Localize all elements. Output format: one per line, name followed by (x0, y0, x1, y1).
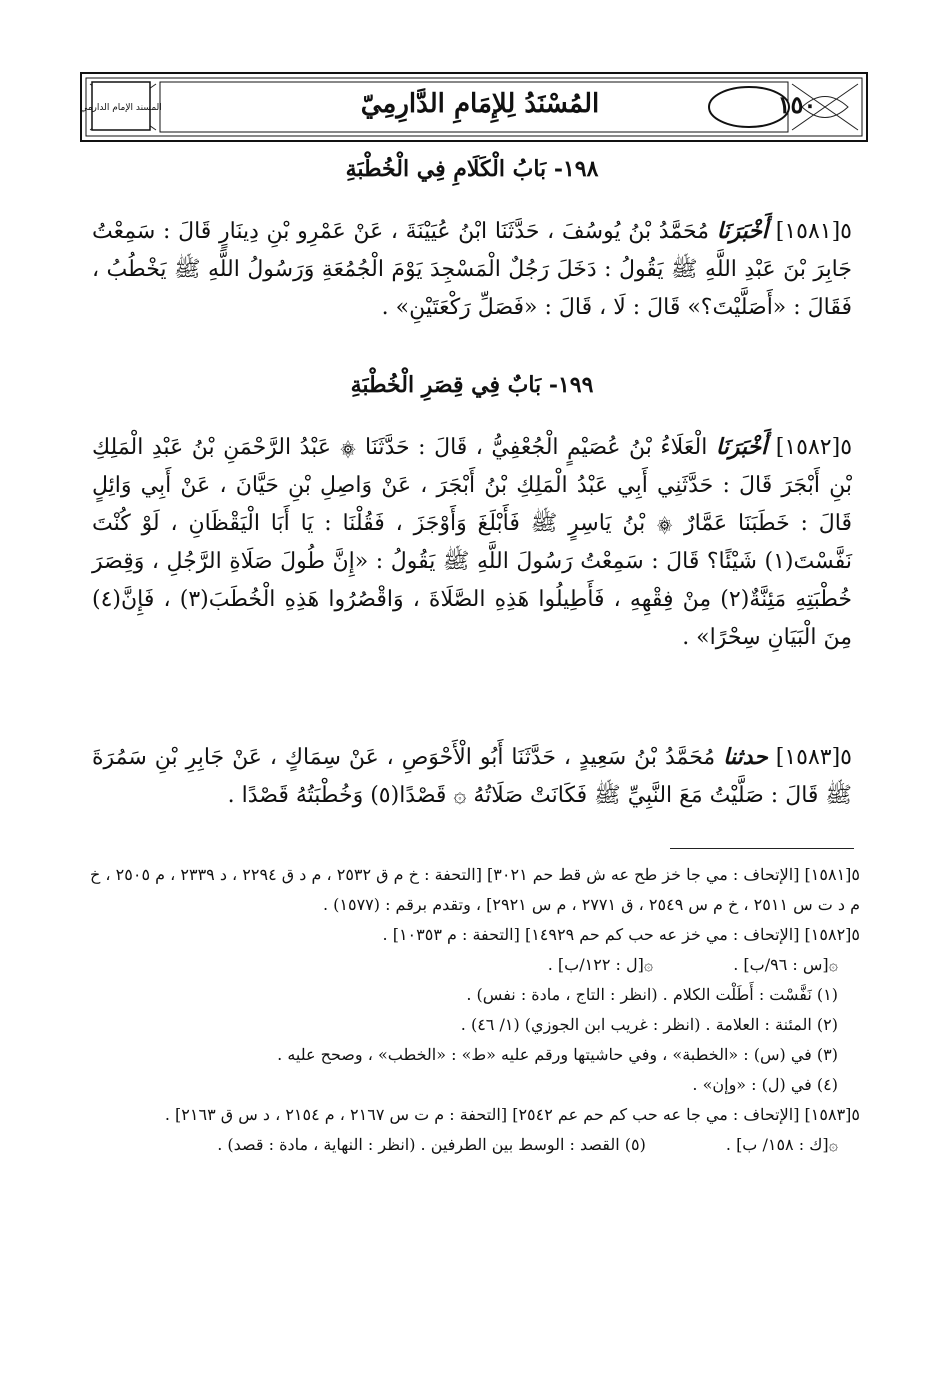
note-1581: ٥[١٥٨١] [الإتحاف : مي جا خز طح عه ش قط حم ٣٠٢١] [التحفة : خ م ق ٢٥٣٢ ، م د ق ٢٢٩٤ ، د ٢٣٣٩ ، م ٢٥٠٥ ، خ م د ت س ٢٥١١ ، خ م س ٢٥٤٩ ، ق ٢٧٧١ ، م س ٢٩٢١] ، وتقدم برقم : (١٥٧٧) . (90, 865, 860, 914)
hadith-1583 (92, 738, 852, 815)
hadith-1582 (92, 428, 852, 657)
ref-l: ۞[ل : ١٢٢/ب] . (547, 955, 654, 974)
hadith-lead: حدثنا (723, 744, 768, 770)
footnote-separator (670, 848, 854, 849)
hadith-lead: أَخْبَرَنَا (715, 434, 768, 460)
hadith-lead: أَخْبَرَنَا (716, 218, 769, 244)
note-1582: ٥[١٥٨٢] [الإتحاف : مي خز عه حب كم حم ١٤٩٢٩] [التحفة : م ١٠٣٥٣] . (382, 925, 860, 944)
header-emblem-text: المسند الإمام الدارمي (80, 103, 162, 113)
hadith-text: مُحَمَّدُ بْنُ سَعِيدٍ ، حَدَّثَنَا أَبُو الْأَحْوَصِ ، عَنْ سِمَاكٍ ، عَنْ جَابِرِ بْنِ سَمُرَةَ ﷺ قَالَ : صَلَّيْتُ مَعَ النَّبِيِّ ﷺ فَكَانَتْ صَلَاتُهُ ۞ قَصْدًا(٥) وَخُطْبَتُهُ قَصْدًا . (92, 745, 852, 808)
footnote-4: (٤) في (ل) : «وإن» . (692, 1075, 838, 1094)
footnote-5: (٥) القصد : الوسط بين الطرفين . (انظر : النهاية ، مادة : قصد) . (217, 1135, 646, 1154)
note-1583: ٥[١٥٨٣] [الإتحاف : مي جا عه حب كم حم عم ٢٥٤٢] [التحفة : م ت س ٢١٦٧ ، م ٢١٥٤ ، د س ق ٢١٦٣] . (164, 1105, 860, 1124)
hadith-text: مُحَمَّدُ بْنُ يُوسُفَ ، حَدَّثَنَا ابْنُ عُيَيْنَةَ ، عَنْ عَمْرِو بْنِ دِينَارٍ قَالَ : سَمِعْتُ جَابِرَ بْنَ عَبْدِ اللَّهِ ﷺ يَقُولُ : دَخَلَ رَجُلٌ الْمَسْجِدَ يَوْمَ الْجُمُعَةِ وَرَسُولُ اللَّهِ ﷺ يَخْطُبُ ، فَقَالَ : «أَصَلَّيْتَ؟» قَالَ : لَا ، قَالَ : «فَصَلِّ رَكْعَتَيْنِ» . (92, 219, 852, 320)
ref-k: ۞[ك : ١٥٨/ ب] . (725, 1135, 838, 1154)
hadith-number: [١٥٨٢] (775, 435, 841, 460)
footnote-1: (١) نَفَّسْت : أَطَلْت الكلام . (انظر : التاج ، مادة : نفس) . (466, 985, 838, 1004)
book-title: المُسْنَدُ لِلإِمَامِ الدَّارِمِيّ (360, 89, 600, 119)
last-row-refs (82, 1130, 860, 1160)
footnotes (82, 860, 860, 1160)
page-number: ١٥٠ (777, 90, 817, 119)
footnote-3: (٣) في (س) : «الخطبة» ، وفي حاشيتها ورقم عليه «ط» : «الخطب» ، وصحح عليه . (277, 1045, 838, 1064)
hadith-marker: ٥ (840, 219, 852, 244)
header-emblem (80, 80, 162, 132)
manuscript-refs-1582 (82, 950, 860, 980)
hadith-1581 (92, 212, 852, 327)
page-header (80, 72, 868, 142)
hadith-text: الْعَلَاءُ بْنُ عُصَيْمٍ الْجُعْفِيُّ ، قَالَ : حَدَّثَنَا ۞ عَبْدُ الرَّحْمَنِ بْنُ عَبْدِ الْمَلِكِ بْنِ أَبْجَرَ قَالَ : حَدَّثَنِي أَبِي عَبْدُ الْمَلِكِ بْنُ أَبْجَرَ ، عَنْ وَاصِلِ بْنِ حَيَّانَ ، عَنْ أَبِي وَائِلٍ قَالَ : خَطَبَنَا عَمَّارٌ ۞ بْنُ يَاسِرٍ ﷺ فَأَبْلَغَ وَأَوْجَزَ ، فَقُلْنَا : يَا أَبَا الْيَقْظَانِ ، لَوْ كُنْتَ نَفَّسْتَ(١) شَيْئًا؟ قَالَ : سَمِعْتُ رَسُولَ اللَّهِ ﷺ يَقُولُ : «إِنَّ طُولَ صَلَاةِ الرَّجُلِ ، وَقِصَرَ خُطْبَتِهِ مَئِنَّةٌ(٢) مِنْ فِقْهِهِ ، فَأَطِيلُوا هَذِهِ الصَّلَاةَ ، وَاقْصُرُوا هَذِهِ الْخُطَبَ(٣) ، فَإِنَّ(٤) مِنَ الْبَيَانِ سِحْرًا» . (92, 435, 853, 650)
hadith-number: [١٥٨١] (775, 219, 841, 244)
ref-s: ۞[س : ٩٦/ب] . (733, 955, 838, 974)
footnote-2: (٢) المئنة : العلامة . (انظر : غريب ابن الجوزي) (١/ ٤٦) . (460, 1015, 838, 1034)
hadith-number: [١٥٨٣] (775, 745, 841, 770)
hadith-marker: ٥ (840, 435, 853, 460)
chapter-heading-198: ١٩٨- بَابُ الْكَلَامِ فِي الْخُطْبَةِ (345, 156, 599, 182)
hadith-marker: ٥ (840, 745, 852, 770)
chapter-heading-199: ١٩٩- بَابٌ فِي قِصَرِ الْخُطْبَةِ (350, 372, 594, 398)
